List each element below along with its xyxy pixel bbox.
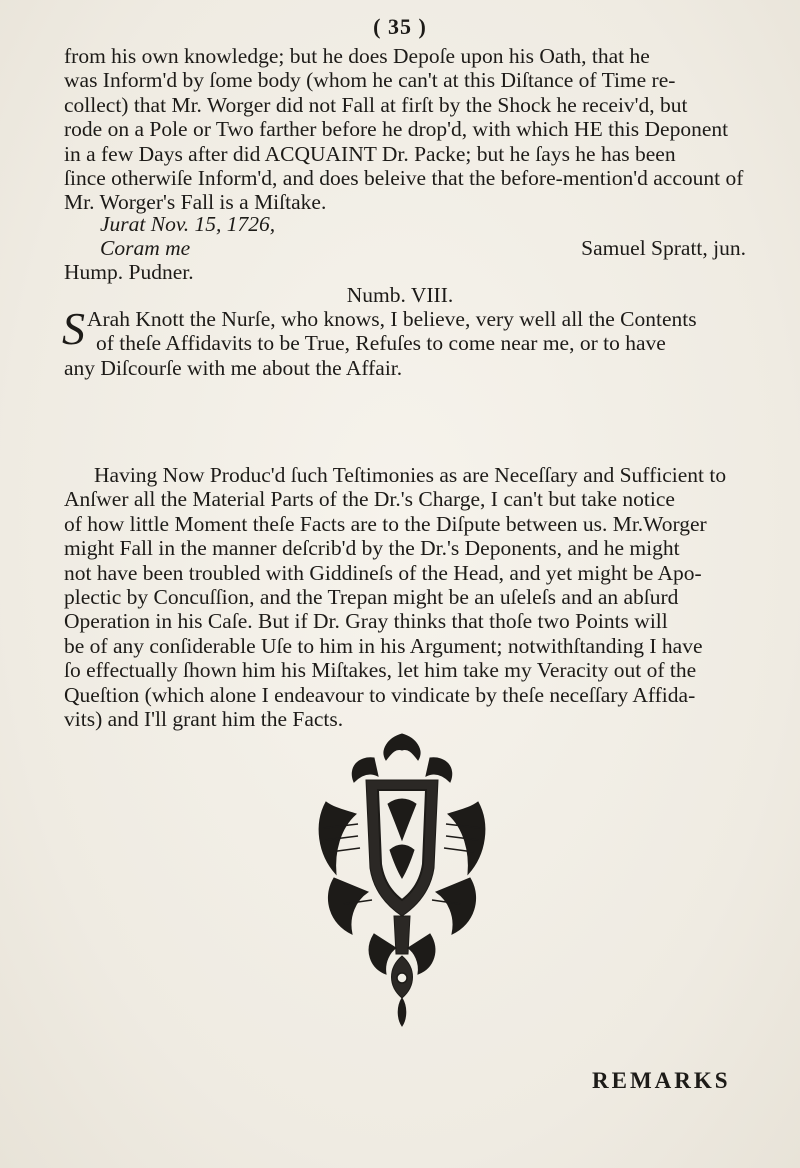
text-line: Operation in his Caſe. But if Dr. Gray thinks that thoſe two Points will bbox=[64, 609, 668, 634]
page-number: ( 35 ) bbox=[373, 14, 427, 39]
text-line: Anſwer all the Material Parts of the Dr.'s Charge, I can't but take notice bbox=[64, 487, 675, 512]
jurat-line: Jurat Nov. 15, 1726, bbox=[100, 212, 276, 236]
paragraph-deposition bbox=[64, 44, 746, 215]
text-line: ſince otherwiſe Inform'd, and does beleive that the before-mention'd account of bbox=[64, 166, 744, 191]
coram-row bbox=[100, 236, 746, 261]
text-line: Having Now Produc'd ſuch Teſtimonies as are Neceſſary and Sufficient to bbox=[94, 463, 727, 487]
text-line: collect) that Mr. Worger did not Fall at firſt by the Shock he receiv'd, but bbox=[64, 92, 688, 117]
text-line: not have been troubled with Giddineſs of the Head, and yet might be Apo- bbox=[64, 560, 702, 585]
text-line: might Fall in the manner deſcrib'd by the Dr.'s Deponents, and he might bbox=[64, 536, 680, 561]
text-line: Queſtion (which alone I endeavour to vindicate by theſe neceſſary Affida- bbox=[64, 682, 696, 707]
witness-name: Hump. Pudner. bbox=[64, 260, 194, 284]
text-line: vits) and I'll grant him the Facts. bbox=[64, 707, 344, 732]
text-line: Mr. Worger's Fall is a Miſtake. bbox=[64, 190, 327, 215]
text-line: ſo effectually ſhown him his Miſtakes, let him take my Veracity out of the bbox=[64, 658, 697, 683]
text-line: was Inform'd by ſome body (whom he can't at this Diſtance of Time re- bbox=[64, 68, 676, 93]
text-line: from his own knowledge; but he does Depoſe upon his Oath, that he bbox=[64, 44, 650, 68]
catchword: REMARKS bbox=[592, 1068, 731, 1093]
text-line: Arah Knott the Nurſe, who knows, I believe, very well all the Contents bbox=[87, 307, 697, 331]
drop-cap: S bbox=[62, 303, 85, 354]
text-line: in a few Days after did ACQUAINT Dr. Packe; but he ſays he has been bbox=[64, 141, 676, 166]
text-line: plectic by Concuſſion, and the Trepan might be an uſeleſs and an abſurd bbox=[64, 585, 679, 610]
section-number: Numb. VIII. bbox=[346, 283, 454, 307]
paragraph-conclusion bbox=[64, 463, 746, 731]
woodcut-ornament bbox=[304, 728, 500, 1032]
text-line: any Diſcourſe with me about the Affair. bbox=[64, 355, 403, 380]
coram-label: Coram me bbox=[100, 236, 191, 260]
text-line: of theſe Affidavits to be True, Refuſes to come near me, or to have bbox=[96, 331, 666, 356]
text-line: rode on a Pole or Two farther before he drop'd, with which HE this Deponent bbox=[64, 117, 729, 142]
paragraph-nurse bbox=[62, 303, 746, 380]
text-line: of how little Moment theſe Facts are to the Diſpute between us. Mr.Worger bbox=[64, 511, 707, 536]
text-line: be of any conſiderable Uſe to him in his Argument; notwithſtanding I have bbox=[64, 633, 703, 658]
signature: Samuel Spratt, jun. bbox=[581, 236, 746, 260]
